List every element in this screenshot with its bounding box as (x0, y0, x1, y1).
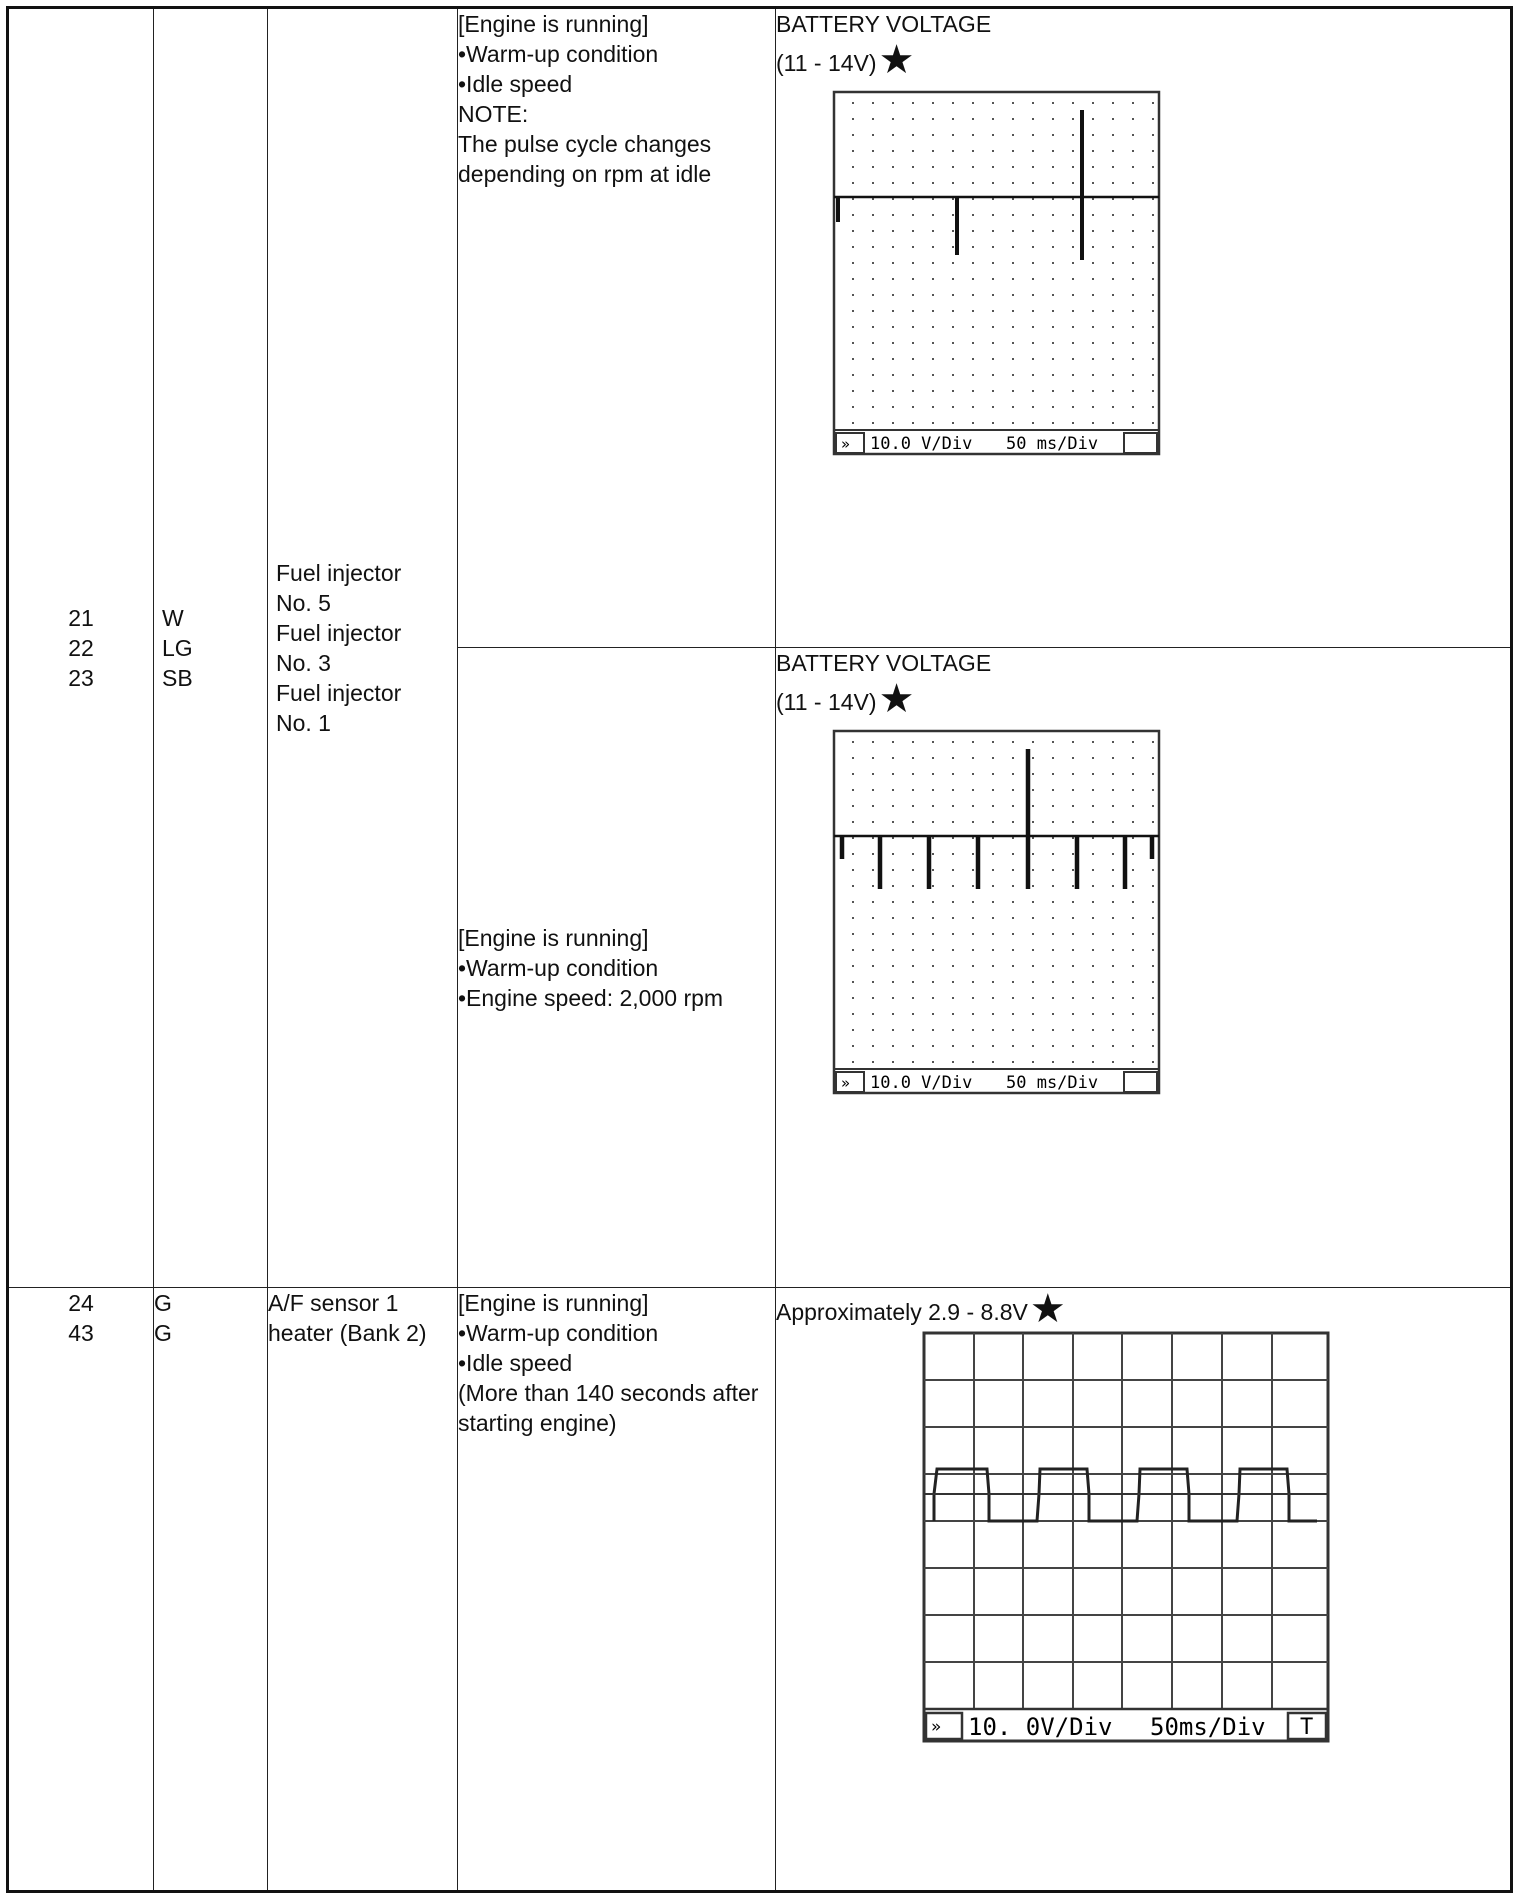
item-text: A/F sensor 1 heater (Bank 2) (268, 1290, 427, 1346)
scope-volts-per-div: 10.0 V/Div (870, 1073, 973, 1093)
terminal-number: 23 (68, 665, 94, 691)
condition-cell (458, 648, 776, 1288)
item-text: Fuel injector (276, 620, 402, 646)
wire-color-cell (154, 8, 268, 1288)
wire-color: G (154, 1320, 172, 1346)
condition-line: [Engine is running] (458, 1290, 649, 1316)
terminal-no-cell (8, 1288, 154, 1892)
wire-color: SB (162, 665, 193, 691)
scope-time-per-div: 50 ms/Div (1006, 1073, 1099, 1093)
terminal-number: 21 (68, 605, 94, 631)
value-range: (11 - 14V) (776, 689, 877, 715)
value-cell (776, 1288, 1512, 1892)
condition-line: [Engine is running] (458, 924, 649, 951)
condition-line: (More than 140 seconds after starting engine) (458, 1380, 759, 1436)
value-cell (776, 8, 1512, 648)
condition-line: •Warm-up condition (458, 1320, 659, 1346)
value-range: (11 - 14V) (776, 50, 877, 76)
scope-arrow: » (931, 1717, 942, 1737)
terminal-number: 22 (68, 635, 94, 661)
wire-color-cell (154, 1288, 268, 1892)
item-text: No. 5 (276, 590, 331, 616)
oscilloscope-idle (832, 90, 1172, 470)
table-row (8, 8, 1512, 648)
terminal-number: 43 (68, 1320, 94, 1346)
wire-color: W (162, 605, 184, 631)
value-title: Approximately 2.9 - 8.8V (776, 1299, 1028, 1325)
condition-note: The pulse cycle changes depending on rpm at idle (458, 131, 712, 187)
oscilloscope-af-heater (922, 1331, 1342, 1771)
item-text: No. 1 (276, 710, 331, 736)
terminal-no-cell (8, 8, 154, 1288)
value-cell (776, 648, 1512, 1288)
table-row (8, 1288, 1512, 1892)
wire-color: LG (162, 635, 193, 661)
scope-volts-per-div: 10. 0V/Div (968, 1713, 1113, 1741)
scope-time-per-div: 50 ms/Div (1006, 434, 1099, 454)
item-text: No. 3 (276, 650, 331, 676)
star-icon: ★ (878, 677, 915, 721)
star-icon: ★ (1029, 1287, 1066, 1331)
condition-line: NOTE: (458, 101, 529, 127)
condition-line: [Engine is running] (458, 11, 649, 37)
condition-line: •Idle speed (458, 1350, 573, 1376)
scope-volts-per-div: 10.0 V/Div (870, 434, 973, 454)
oscilloscope-2000rpm (832, 729, 1172, 1109)
item-text: Fuel injector (276, 680, 402, 706)
condition-cell (458, 1288, 776, 1892)
value-title: BATTERY VOLTAGE (776, 11, 992, 37)
item-cell (268, 8, 458, 1288)
wire-color: G (154, 1290, 172, 1316)
condition-cell (458, 8, 776, 648)
terminal-data-table (6, 6, 1513, 1893)
condition-line: •Warm-up condition (458, 954, 659, 981)
condition-line: •Warm-up condition (458, 41, 659, 67)
terminal-number: 24 (68, 1290, 94, 1316)
condition-line: •Idle speed (458, 71, 573, 97)
scope-arrow: » (841, 1074, 851, 1092)
condition-line: •Engine speed: 2,000 rpm (458, 984, 724, 1011)
scope-time-per-div: 50ms/Div (1150, 1713, 1266, 1741)
star-icon: ★ (878, 38, 915, 82)
item-text: Fuel injector (276, 560, 402, 586)
scope-arrow: » (841, 435, 851, 453)
value-title: BATTERY VOLTAGE (776, 650, 992, 676)
scope-trigger: T (1300, 1715, 1314, 1740)
item-cell (268, 1288, 458, 1892)
